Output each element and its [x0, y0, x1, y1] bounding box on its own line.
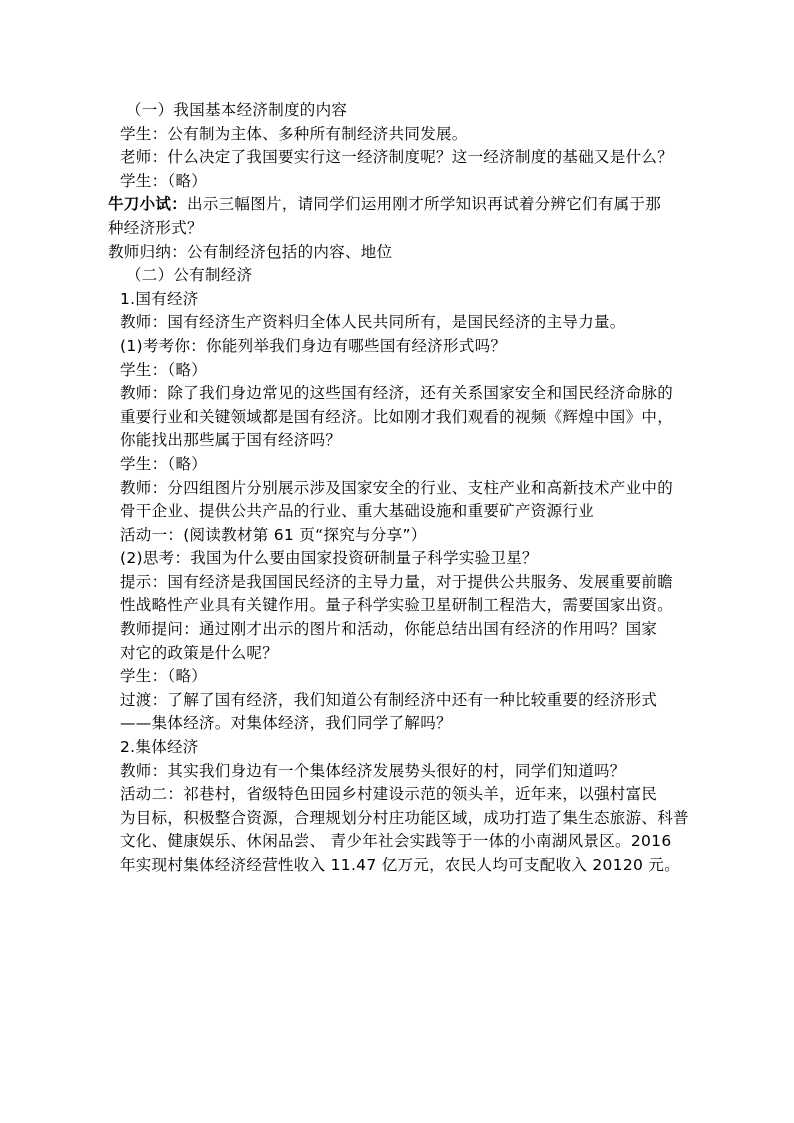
paragraph-line [108, 146, 688, 170]
line-text: 学生：（略） [120, 667, 208, 686]
line-text: 教师：其实我们身边有一个集体经济发展势头很好的村，同学们知道吗？ [120, 761, 626, 780]
line-text: 活动二：祁巷村，省级特色田园乡村建设示范的领头羊，近年来，以强村富民 [120, 785, 658, 804]
paragraph-line [108, 524, 688, 548]
paragraph-line [108, 99, 688, 123]
paragraph-line [108, 547, 688, 571]
line-text: （二）公有制经济 [126, 266, 253, 285]
paragraph-line [108, 760, 688, 784]
paragraph-line [108, 170, 688, 194]
line-text: 重要行业和关键领域都是国有经济。比如刚才我们观看的视频《辉煌中国》中， [120, 407, 674, 426]
line-text: 教师提问：通过刚才出示的图片和活动，你能总结出国有经济的作用吗？国家 [120, 620, 658, 639]
document-page [108, 99, 688, 878]
bold-label: 牛刀小试： [108, 195, 188, 214]
paragraph-line [108, 382, 688, 406]
paragraph-line [108, 736, 688, 760]
paragraph-line [108, 123, 688, 147]
paragraph-line [108, 477, 688, 501]
paragraph-line [108, 807, 688, 831]
line-text: 出示三幅图片，请同学们运用刚才所学知识再试着分辨它们有属于那 [187, 195, 662, 214]
line-text: 老师：什么决定了我国要实行这一经济制度呢？这一经济制度的基础又是什么？ [120, 148, 674, 167]
paragraph-line [108, 712, 688, 736]
line-text: 活动一：(阅读教材第 61 页“探究与分享”） [120, 525, 427, 544]
paragraph-line [108, 217, 688, 241]
paragraph-line [108, 642, 688, 666]
line-text: 种经济形式？ [108, 218, 203, 237]
line-text: 对它的政策是什么呢？ [120, 643, 279, 662]
line-text: 过渡：了解了国有经济，我们知道公有制经济中还有一种比较重要的经济形式 [120, 690, 658, 709]
paragraph-line [108, 500, 688, 524]
paragraph-line [108, 594, 688, 618]
line-text: 学生：公有制为主体、多种所有制经济共同发展。 [120, 124, 468, 143]
paragraph-line [108, 618, 688, 642]
line-text: 教师：分四组图片分别展示涉及国家安全的行业、支柱产业和高新技术产业中的 [120, 478, 674, 497]
line-text: 文化、健康娱乐、休闲品尝、 青少年社会实践等于一体的小南湖风景区。2016 [120, 832, 672, 851]
line-text: 学生：（略） [120, 360, 208, 379]
line-text: 1.国有经济 [120, 289, 199, 308]
line-text: 提示：国有经济是我国国民经济的主导力量，对于提供公共服务、发展重要前瞻 [120, 572, 674, 591]
line-text: 教师：除了我们身边常见的这些国有经济，还有关系国家安全和国民经济命脉的 [120, 384, 674, 403]
paragraph-line [108, 429, 688, 453]
paragraph-line [108, 193, 688, 217]
line-text: (1)考考你：你能列举我们身边有哪些国有经济形式吗？ [120, 336, 507, 355]
paragraph-line [108, 359, 688, 383]
paragraph-line [108, 311, 688, 335]
paragraph-line [108, 665, 688, 689]
line-text: 骨干企业、提供公共产品的行业、重大基础设施和重要矿产资源行业 [120, 502, 595, 521]
line-text: 教师归纳：公有制经济包括的内容、地位 [108, 242, 393, 261]
line-text: ——集体经济。对集体经济，我们同学了解吗？ [120, 714, 452, 733]
paragraph-line [108, 264, 688, 288]
paragraph-line [108, 241, 688, 265]
paragraph-line [108, 854, 688, 878]
paragraph-line [108, 288, 688, 312]
paragraph-line [108, 571, 688, 595]
paragraph-line [108, 453, 688, 477]
paragraph-line [108, 406, 688, 430]
line-text: (2)思考：我国为什么要由国家投资研制量子科学实验卫星？ [120, 549, 538, 568]
paragraph-line [108, 689, 688, 713]
paragraph-line [108, 335, 688, 359]
line-text: 为目标，积极整合资源，合理规划分村庄功能区域，成功打造了集生态旅游、科普 [120, 808, 689, 827]
line-text: 年实现村集体经济经营性收入 11.47 亿万元，农民人均可支配收入 20120 元。 [120, 856, 680, 874]
line-text: 学生：（略） [120, 171, 208, 190]
line-text: （一）我国基本经济制度的内容 [126, 101, 348, 119]
line-text: 你能找出那些属于国有经济吗？ [120, 431, 342, 450]
line-text: 教师：国有经济生产资料归全体人民共同所有，是国民经济的主导力量。 [120, 313, 626, 332]
paragraph-line [108, 783, 688, 807]
line-text: 性战略性产业具有关键作用。量子科学实验卫星研制工程浩大，需要国家出资。 [120, 596, 674, 615]
line-text: 学生：（略） [120, 454, 208, 473]
paragraph-line [108, 830, 688, 854]
line-text: 2.集体经济 [120, 738, 199, 757]
